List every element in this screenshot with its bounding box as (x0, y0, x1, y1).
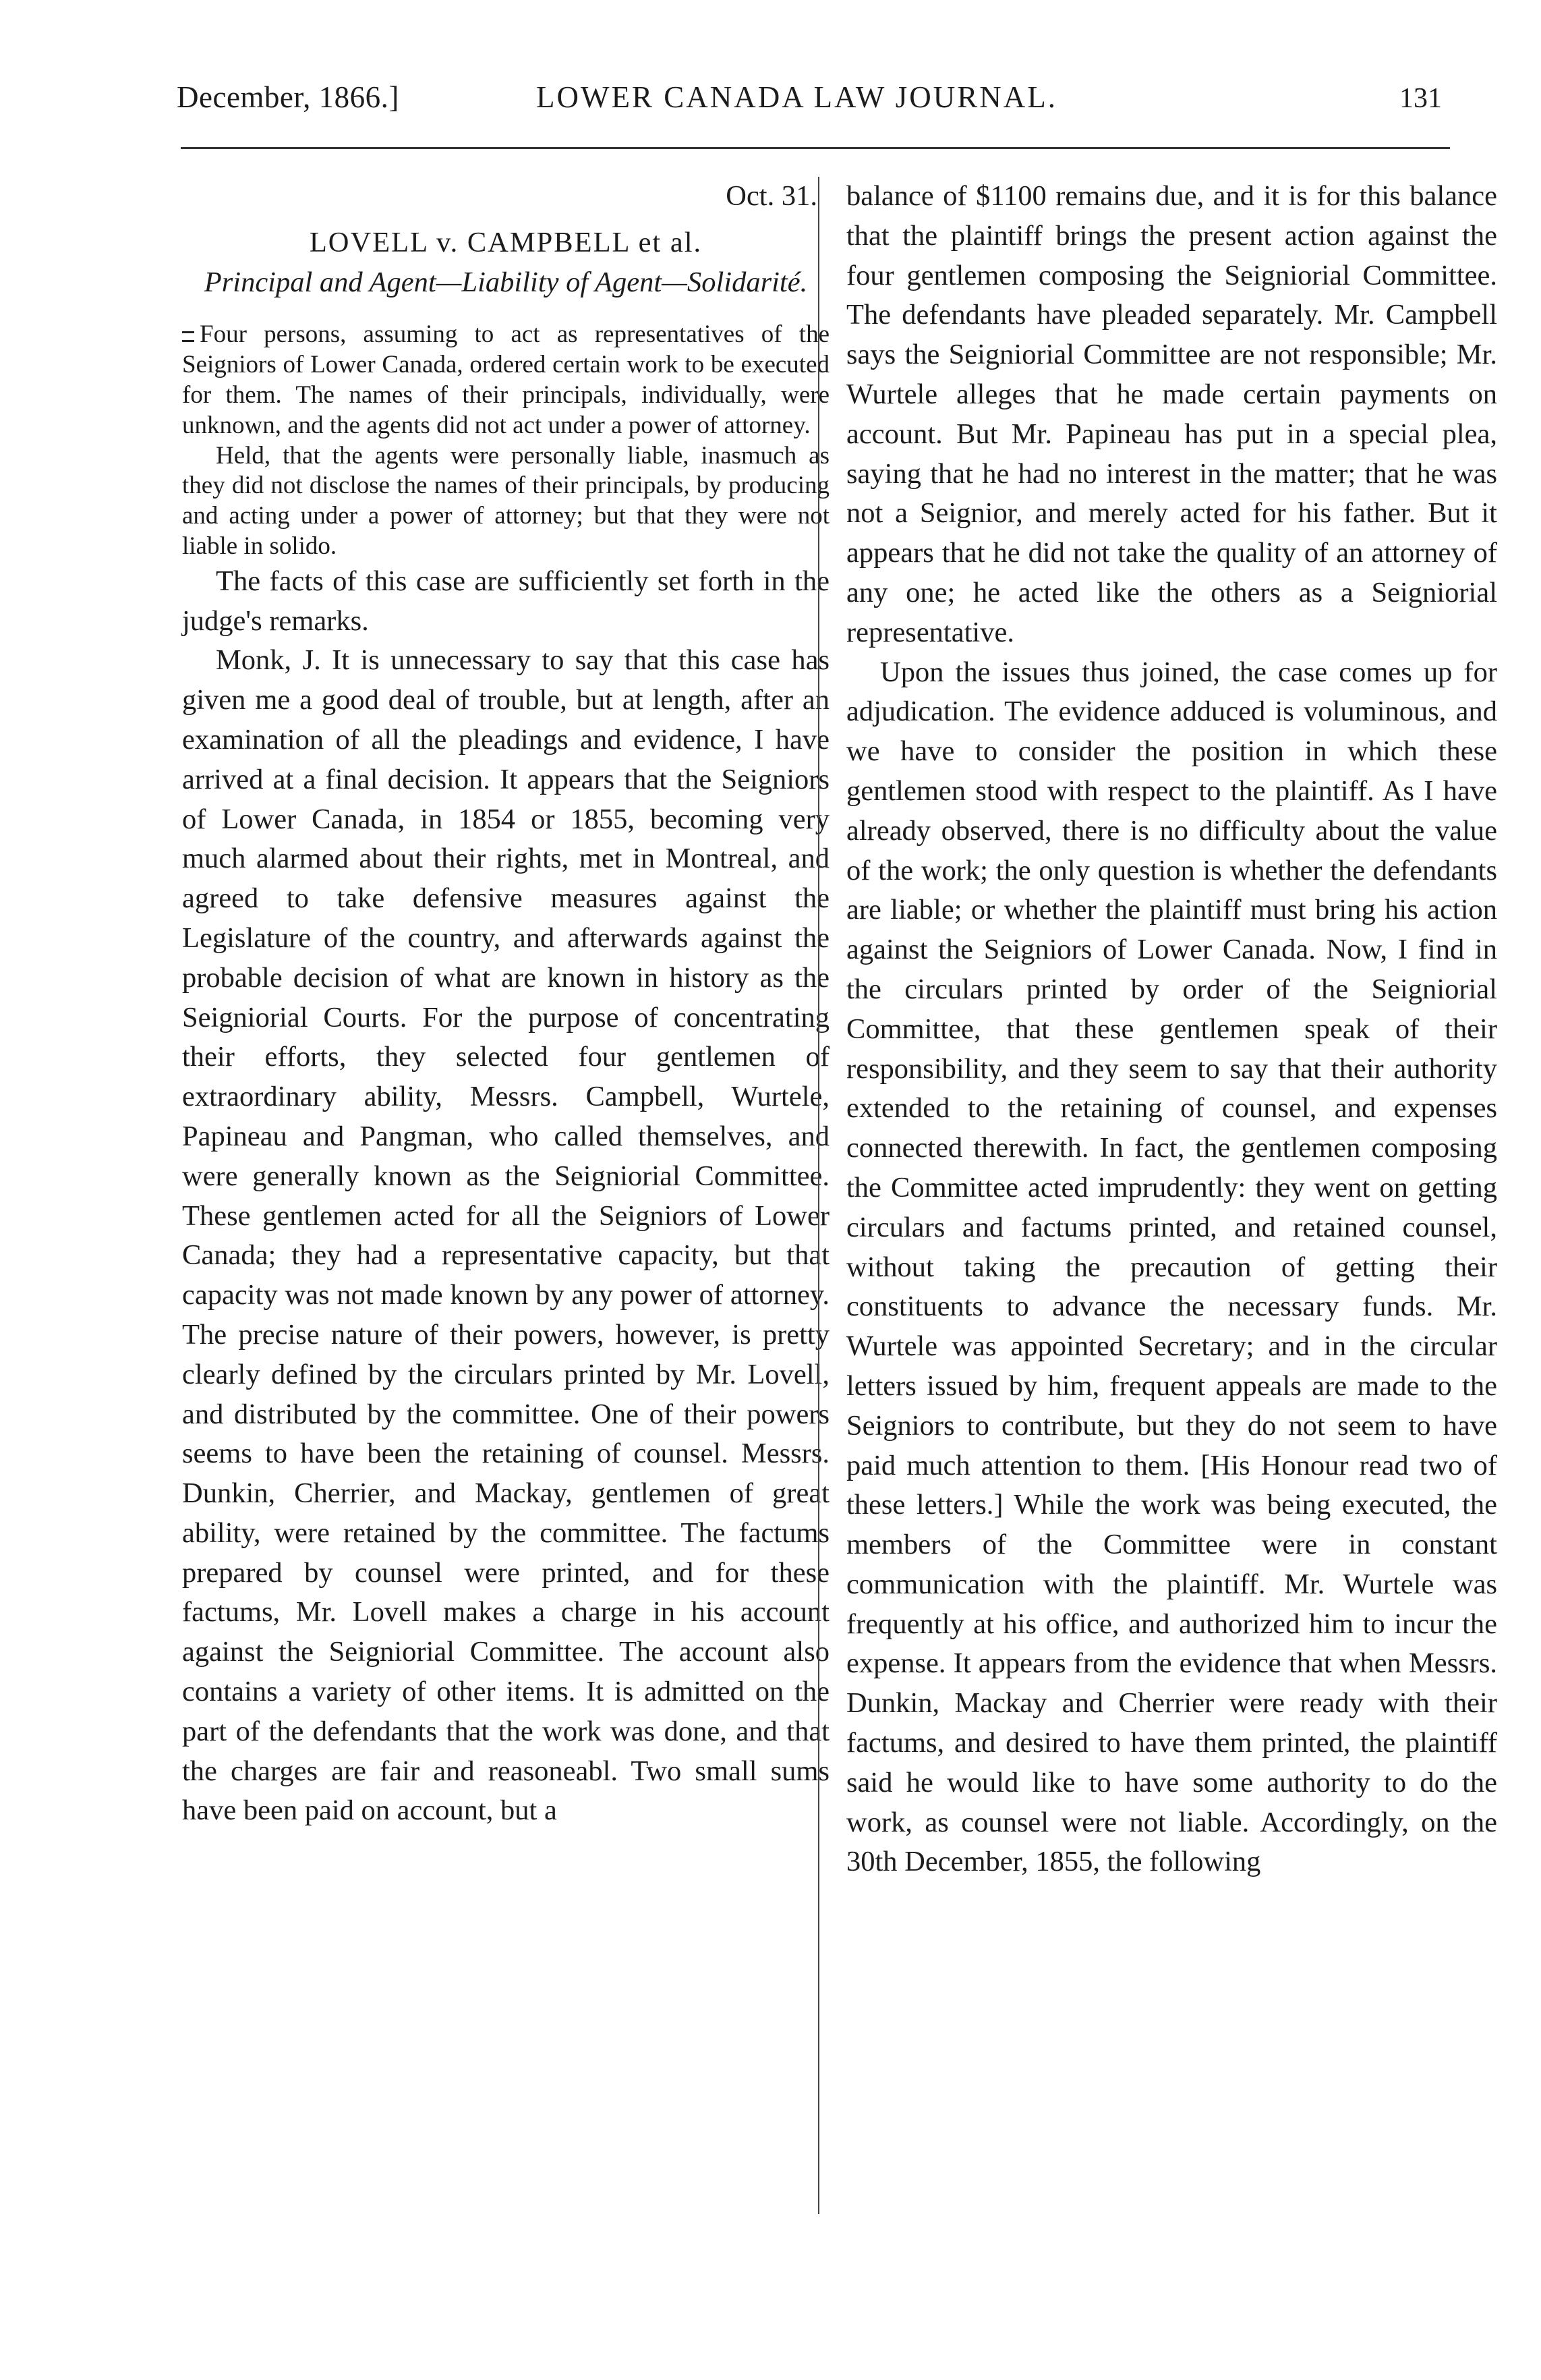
column-divider (818, 177, 819, 2214)
paragraph-facts: The facts of this case are sufficiently set forth in the judge's remarks. (182, 565, 830, 637)
case-subtitle: Principal and Agent—Liability of Agent—Solidarité. (204, 266, 808, 298)
paragraph-issues: Upon the issues thus joined, the case comes up for adjudication. The evidence adduced is voluminous, and we have to consider the position in which these gentlemen stood with respect to the plaintiff. As I have already observed, there is no difficulty about the value of the work; the only question is whether the defendants are liable; or whether the plaintiff must bring his action against the Seigniors of Lower Canada. Now, I find in the circulars printed by order of the Seigniorial Committee, that these gentlemen speak of their responsibility, and they seem to say that their authority extended to the retaining of counsel, and expenses connected therewith. In fact, the gentlemen composing the Committee acted imprudently: they went on getting circulars and factums printed, and retained counsel, without taking the precaution of getting their constituents to advance the necessary funds. Mr. Wurtele was appointed Secretary; and in the circular letters issued by him, frequent appeals are made to the Seigniors to contribute, but they do not seem to have paid much attention to them. [His Honour read two of these letters.] While the work was being executed, the members of the Committee were in constant communication with the plaintiff. Mr. Wurtele was frequently at his office, and authorized him to incur the expense. It appears from the evidence that when Messrs. Dunkin, Mackay and Cherrier were ready with their factums, and desired to have them printed, the plaintiff said he would like to have some authority to do the work, as counsel were not liable. Accordingly, on the 30th December, 1855, the following (846, 656, 1497, 1878)
paragraph-continued: balance of $1100 remains due, and it is for this balance that the plaintiff brings the present action against the four gentlemen composing the Seigniorial Committee. The defendants have pleaded separately. Mr. Campbell says the Seigniorial Committee are not responsible; Mr. Wurtele alleges that he made certain payments on account. But Mr. Papineau has put in a special plea, saying that he had no interest in the matter; that he was not a Seignior, and merely acted for his father. But it appears that he did not take the quality of an attorney of any one; he acted like the others as a Seigniorial representative. (846, 180, 1497, 648)
case-title: LOVELL v. CAMPBELL et al. (309, 226, 703, 258)
headnote-held: Held, that the agents were personally liable, inasmuch as they did not disclose the names of their principals, by producing and acting under a power of attorney; but that they were not liable in solido. (182, 441, 830, 560)
page-number: 131 (1399, 83, 1442, 114)
case-date: Oct. 31. (726, 180, 817, 212)
header-date: December, 1866.] (177, 80, 399, 114)
journal-title: LOWER CANADA LAW JOURNAL. (536, 80, 1058, 114)
headnote-facts (182, 320, 830, 441)
headnote-facts-text: Four persons, assuming to act as representatives of the Seigniors of Lower Canada, ordered certain work to be executed for them. The names of their principals, individually, were unknown, and the agents did not act under a power of attorney. (182, 320, 830, 439)
page-header (0, 80, 1541, 134)
paragraph-judgment: Monk, J. It is unnecessary to say that this case has given me a good deal of trouble, but at length, after an examination of all the pleadings and evidence, I have arrived at a final decision. It appears that the Seigniors of Lower Canada, in 1854 or 1855, becoming very much alarmed about their rights, met in Montreal, and agreed to take defensive measures against the Legislature of the country, and afterwards against the probable decision of what are known in history as the Seigniorial Courts. For the purpose of concentrating their efforts, they selected four gentlemen of extraordinary ability, Messrs. Campbell, Wurtele, Papineau and Pangman, who called themselves, and were generally known as the Seigniorial Committee. These gentlemen acted for all the Seigniors of Lower Canada; they had a representative capacity, but that capacity was not made known by any power of attorney. The precise nature of their powers, however, is pretty clearly defined by the circulars printed by Mr. Lovell, and distributed by the committee. One of their powers seems to have been the retaining of counsel. Messrs. Dunkin, Cherrier, and Mackay, gentlemen of great ability, were retained by the committee. The factums prepared by counsel were printed, and for these factums, Mr. Lovell makes a charge in his account against the Seigniorial Committee. The account also contains a variety of other items. It is admitted on the part of the defendants that the work was done, and that the charges are fair and reasoneabl. Two small sums have been paid on account, but a (182, 644, 830, 1827)
header-rule (181, 147, 1450, 149)
right-column (846, 177, 1497, 1882)
section-marker-icon (182, 331, 194, 342)
left-column (182, 177, 830, 1831)
